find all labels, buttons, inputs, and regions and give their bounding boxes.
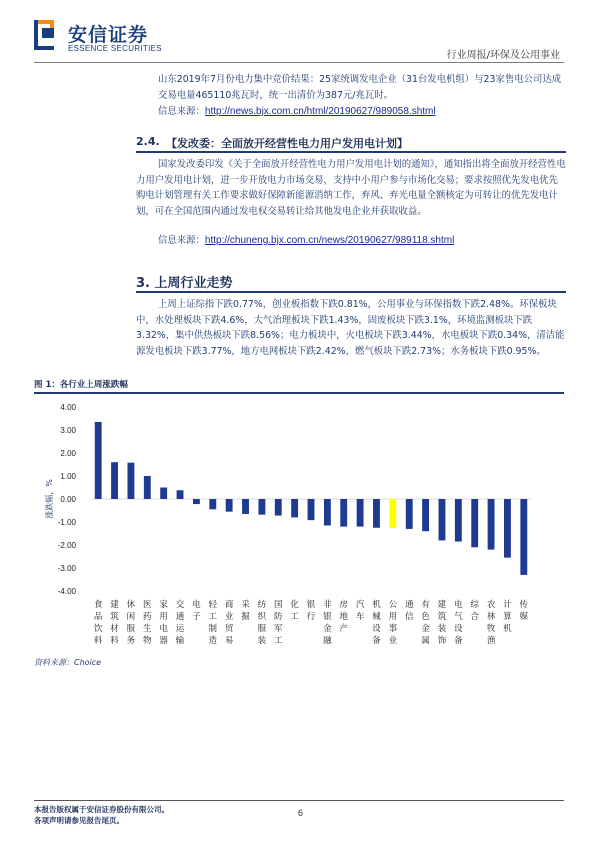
report-type: 行业周报/环保及公用事业 (446, 50, 560, 61)
footer-divider (34, 800, 564, 801)
y-tick-label: 4.00 (60, 403, 76, 412)
bar-采掘 (242, 499, 249, 514)
section-3-paragraph: 上周上证综指下跌0.77%，创业板指数下跌0.81%，公用事业与环保指数下跌2.48%。环保板块中，水处理板块下跌4.6%，大气治理板块下跌1.43%，固废板块下跌3.1%，环境监测板块下跌3.32%，集中供热板块下跌8.56%；电力板块中，火电板块下跌3.44%，水电板块下跌0.34%，清洁能源发电板块下跌3.77%，地方电网板块下跌2.42%，燃气板块下跌2.73%；水务板块下跌0.95%。 (136, 299, 565, 357)
x-tick-label: 房地产 (339, 600, 348, 634)
logo-chinese: 安信证券 (68, 24, 149, 46)
x-tick-label: 综合 (470, 600, 479, 622)
bar-汽车 (357, 499, 364, 527)
bar-交通运输 (177, 490, 184, 499)
x-tick-label: 建筑装饰 (437, 600, 447, 646)
bar-食品饮料 (95, 422, 102, 499)
y-tick-label: -2.00 (57, 541, 76, 550)
figure-rule (34, 392, 564, 394)
bar-银行 (308, 499, 315, 520)
x-tick-label: 建筑材料 (110, 600, 119, 646)
section-3-underline (136, 291, 566, 293)
bar-农林牧渔 (488, 499, 495, 550)
y-axis-label: 涨跌幅，% (45, 479, 54, 519)
bar-有色金属 (422, 499, 429, 531)
bar-计算机 (504, 499, 511, 558)
header-divider (34, 62, 564, 63)
figure-title: 图 1：各行业上周涨跌幅 (34, 380, 128, 390)
x-tick-label: 通信 (404, 600, 414, 622)
bar-chart (34, 395, 564, 655)
section-2-4-paragraph: 国家发改委印发《关于全面放开经营性电力用户发用电计划的通知》，通知指出将全面放开经营性电力用户发用电计划，进一步开放电力市场交易，支持中小用户参与市场化交易；要求按照优先发电优先购电计划管理有关工作要求做好保障新能源消纳工作，弃风、弃光电量全额核定为可转让的优先发电计划，可在全国范围内通过发电权交易转让给其他发电企业并获取收益。 (136, 159, 566, 217)
y-tick-label: -3.00 (57, 564, 76, 573)
x-tick-label: 交通运输 (175, 600, 185, 646)
x-tick-label: 有色金属 (421, 600, 430, 646)
page-number: 6 (298, 808, 304, 818)
bar-建筑装饰 (439, 499, 446, 540)
x-tick-label: 公用事业 (388, 600, 398, 646)
x-tick-label: 电子 (192, 600, 201, 622)
x-tick-label: 电气设备 (454, 600, 463, 646)
section-3-title: 3. 上周行业走势 (136, 276, 233, 291)
bar-通信 (406, 499, 413, 529)
bar-电子 (193, 499, 200, 504)
x-tick-label: 银行 (306, 600, 316, 622)
section-2-4-source-label: 信息来源： (158, 235, 205, 246)
x-tick-label: 非银金融 (323, 600, 332, 646)
x-tick-label: 纺织服装 (257, 600, 267, 646)
bar-非银金融 (324, 499, 331, 525)
y-tick-label: 1.00 (60, 472, 76, 481)
x-tick-label: 机械设备 (372, 600, 381, 646)
section-2-4-source-link[interactable]: http://chuneng.bjx.com.cn/news/20190627/989118.shtml (204, 235, 455, 246)
bar-房地产 (340, 499, 347, 527)
x-tick-label: 汽车 (355, 600, 365, 622)
intro-source-link[interactable]: http://news.bjx.com.cn/html/20190627/989058.shtml (204, 106, 436, 117)
section-2-4-underline (136, 151, 566, 153)
bar-综合 (471, 499, 478, 547)
x-tick-label: 传媒 (519, 600, 529, 622)
x-tick-label: 采掘 (241, 600, 250, 622)
logo-english: ESSENCE SECURITIES (68, 44, 162, 53)
bar-建筑材料 (111, 462, 118, 499)
x-tick-label: 家用电器 (159, 600, 168, 646)
section-2-4-source (158, 232, 566, 246)
bar-纺织服装 (258, 499, 265, 515)
bar-国防军工 (275, 499, 282, 516)
intro-source-label: 信息来源： (158, 106, 205, 117)
y-tick-label: -4.00 (57, 587, 76, 596)
x-tick-label: 休闲服务 (126, 600, 136, 646)
bar-机械设备 (373, 499, 380, 528)
bar-休闲服务 (127, 463, 134, 499)
intro-paragraph: 山东2019年7月份电力集中竞价结果：25家统调发电企业（31台发电机组）与23家售电公司达成交易电量465110兆瓦时，统一出清价为387元/兆瓦时。 (158, 74, 562, 101)
x-tick-label: 食品饮料 (93, 600, 103, 646)
footer-disclaimer (34, 804, 169, 826)
bar-家用电器 (160, 488, 167, 500)
x-tick-label: 计算机 (503, 600, 512, 634)
section-2-4-title: 【发改委：全面放开经营性电力用户发用电计划】 (166, 137, 408, 150)
x-tick-label: 商业贸易 (224, 600, 234, 646)
bar-医药生物 (144, 476, 151, 499)
footer-line-1: 本报告版权属于安信证券股份有限公司。 (34, 805, 169, 814)
x-tick-label: 农林牧渔 (486, 600, 496, 646)
section-2-4-number: 2.4. (136, 135, 160, 148)
footer-line-2: 各项声明请参见报告尾页。 (34, 816, 124, 825)
x-tick-label: 医药生物 (143, 600, 152, 646)
y-tick-label: -1.00 (57, 518, 76, 527)
bar-电气设备 (455, 499, 462, 542)
bar-轻工制造 (209, 499, 216, 509)
logo-icon (34, 20, 62, 54)
y-tick-label: 3.00 (60, 426, 76, 435)
x-tick-label: 轻工制造 (208, 600, 218, 646)
bar-传媒 (520, 499, 527, 575)
x-tick-label: 国防军工 (274, 600, 283, 646)
bar-公用事业 (389, 499, 396, 528)
intro-source (158, 103, 566, 117)
y-tick-label: 0.00 (60, 495, 76, 504)
bar-商业贸易 (226, 499, 233, 512)
bar-化工 (291, 499, 298, 517)
y-tick-label: 2.00 (60, 449, 76, 458)
figure-source: 资料来源：Choice (34, 658, 102, 667)
x-tick-label: 化工 (290, 600, 299, 622)
